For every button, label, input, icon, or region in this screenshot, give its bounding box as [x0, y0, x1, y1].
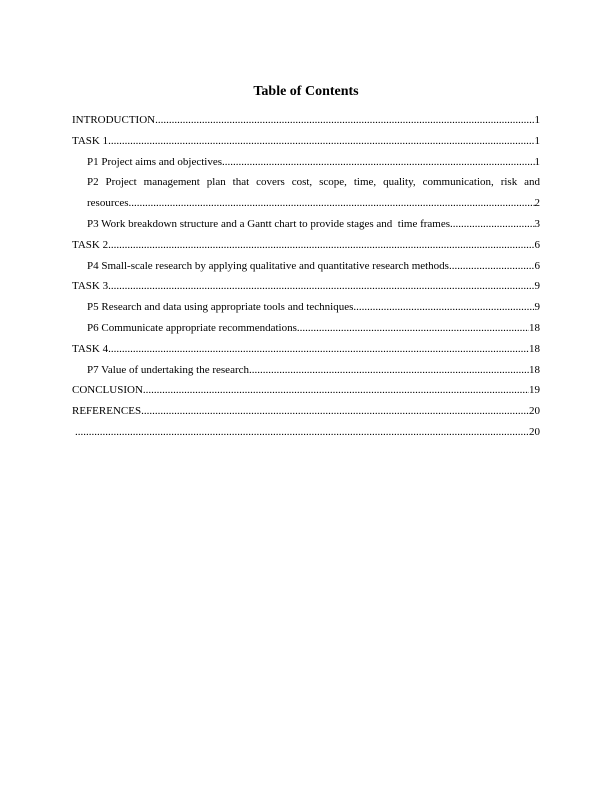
toc-entry-page: 18	[529, 363, 540, 376]
toc-entry-label: P1 Project aims and objectives	[87, 155, 223, 168]
dot-leader	[141, 404, 529, 418]
dot-leader	[129, 196, 535, 210]
toc-entry-page: 6	[534, 238, 540, 251]
toc-entry-word: and	[524, 176, 540, 189]
toc-entry-word: time,	[353, 176, 377, 189]
toc-entry-p7[interactable]	[72, 363, 540, 384]
toc-entry-label: TASK 4	[72, 342, 109, 355]
dot-leader	[108, 279, 534, 293]
dot-leader	[297, 321, 529, 335]
toc-entry-references[interactable]	[72, 404, 540, 425]
toc-entry-word: P2	[87, 176, 99, 189]
toc-entry-label: P4 Small-scale research by applying qualitative and quantitative research methods	[87, 259, 449, 272]
dot-leader	[108, 342, 529, 356]
dot-leader	[108, 134, 534, 148]
toc-entry-conclusion[interactable]	[72, 383, 540, 404]
toc-entry-p3[interactable]	[72, 217, 540, 238]
toc-entry-word: scope,	[319, 176, 347, 189]
toc-entry-label: INTRODUCTION	[72, 114, 156, 126]
toc-entry-label: P5 Research and data using appropriate tools and techniques	[87, 301, 354, 314]
toc-entry-page: 19	[529, 384, 540, 397]
toc-entry-page: 2	[534, 197, 540, 210]
toc-entry-page: 18	[529, 321, 540, 334]
toc-entry-word: Project	[105, 176, 137, 189]
toc-entry-word: that	[232, 176, 250, 189]
table-of-contents	[72, 113, 540, 446]
toc-entry-p1[interactable]	[72, 155, 540, 176]
toc-entry-page: 20	[529, 425, 540, 438]
toc-entry-p5[interactable]	[72, 300, 540, 321]
dot-leader	[143, 383, 529, 397]
toc-title: Table of Contents	[253, 84, 359, 99]
toc-entry-task-3[interactable]	[72, 279, 540, 300]
toc-entry-word: covers	[256, 176, 285, 189]
dot-leader	[450, 217, 534, 231]
toc-entry-label: P6 Communicate appropriate recommendations	[87, 321, 297, 334]
toc-entry-page: 1	[534, 134, 540, 147]
dot-leader	[155, 113, 534, 127]
toc-entry-page: 9	[534, 301, 540, 314]
toc-entry-page: 6	[534, 259, 540, 272]
toc-entry-label: P7 Value of undertaking the research	[87, 363, 249, 376]
toc-entry-p4[interactable]	[72, 259, 540, 280]
toc-entry-page: 1	[534, 155, 540, 168]
toc-entry-word: management	[143, 176, 200, 189]
dot-leader	[353, 300, 534, 314]
toc-entry-label: TASK 2	[72, 238, 109, 251]
toc-entry-word: risk	[500, 176, 518, 189]
toc-entry-introduction[interactable]	[72, 113, 540, 134]
dot-leader	[75, 425, 529, 439]
toc-entry-line2	[87, 196, 540, 217]
toc-entry-page: 1	[534, 114, 540, 126]
toc-entry-page: 20	[529, 405, 540, 418]
toc-entry-page: 3	[534, 217, 540, 230]
dot-leader	[108, 238, 534, 252]
dot-leader	[249, 363, 529, 377]
toc-entry-label: REFERENCES	[72, 405, 142, 418]
toc-entry-task-4[interactable]	[72, 342, 540, 363]
dot-leader	[449, 259, 535, 273]
toc-entry-word: cost,	[291, 176, 313, 189]
toc-entry-p2[interactable]	[72, 175, 540, 217]
toc-entry-label: TASK 1	[72, 134, 109, 147]
toc-entry-label: CONCLUSION	[72, 384, 143, 397]
toc-entry-word: plan	[206, 176, 226, 189]
toc-entry-label: P3 Work breakdown structure and a Gantt chart to provide stages and time frames	[87, 217, 451, 230]
toc-entry-untitled[interactable]	[72, 425, 540, 446]
toc-entry-p6[interactable]	[72, 321, 540, 342]
toc-entry-task-2[interactable]	[72, 238, 540, 259]
toc-entry-page: 9	[534, 280, 540, 293]
toc-entry-task-1[interactable]	[72, 134, 540, 155]
dot-leader	[222, 155, 534, 169]
toc-entry-page: 18	[529, 342, 540, 355]
toc-entry-label-line1	[87, 175, 540, 196]
toc-entry-label: resources	[87, 197, 129, 210]
toc-entry-label: TASK 3	[72, 280, 109, 293]
toc-entry-word: quality,	[383, 176, 416, 189]
toc-entry-word: communication,	[422, 176, 494, 189]
